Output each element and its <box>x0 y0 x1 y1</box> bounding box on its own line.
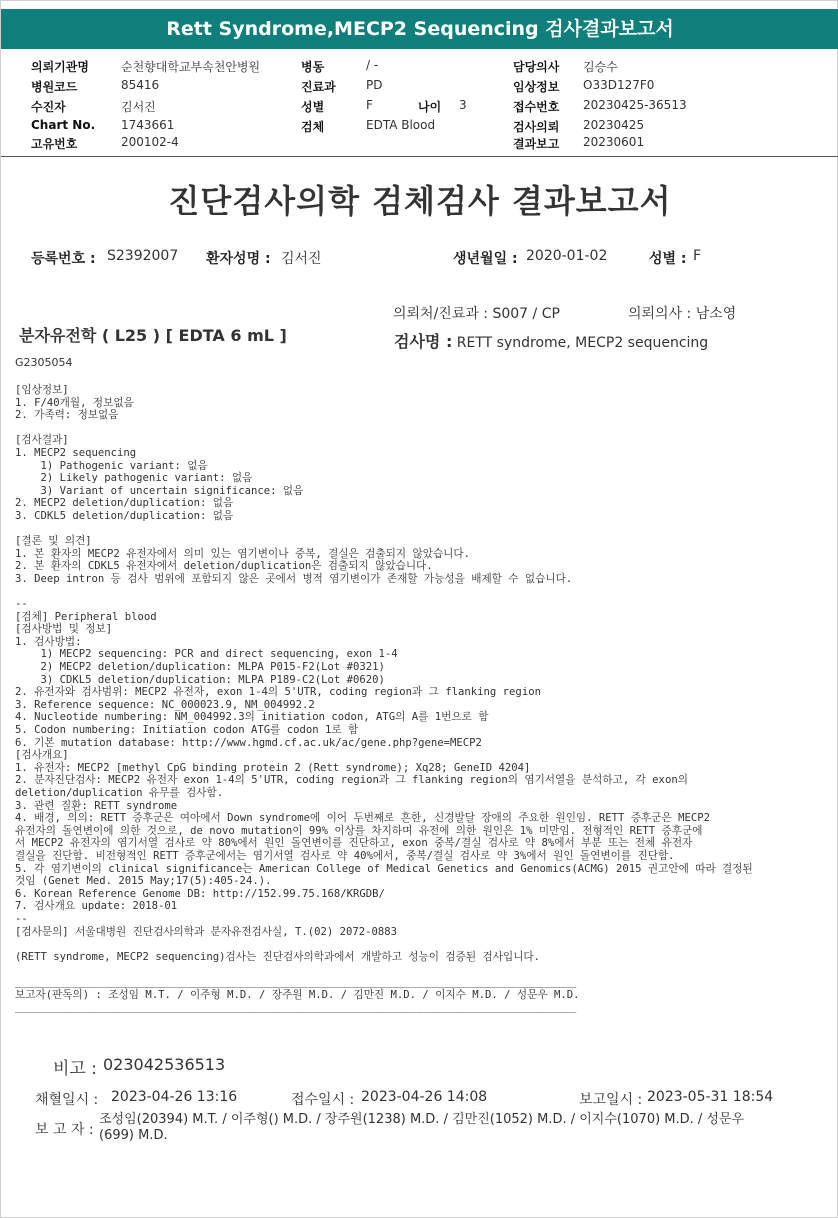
report-line: 3. Reference sequence: NC_000023.9, NM_004992.2 <box>15 698 315 711</box>
chart-value: 1743661 <box>121 118 175 132</box>
clinical-label: 임상정보 <box>513 80 560 94</box>
report-banner: Rett Syndrome,MECP2 Sequencing 검사결과보고서 <box>1 9 838 49</box>
sex-value: F <box>366 98 373 112</box>
test-name: 검사명 : RETT syndrome, MECP2 sequencing <box>394 332 709 351</box>
report-line: 6. Korean Reference Genome DB: http://152.99.75.168/KRGDB/ <box>15 887 385 900</box>
report-line: [검체] Peripheral blood <box>15 610 157 623</box>
report-line: 3) CDKL5 deletion/duplication: MLPA P189-C2(Lot #0620) <box>15 673 385 686</box>
report-line <box>15 938 753 951</box>
report-line: 4. Nucleotide numbering: NM_004992.3의 initiation codon, ATG의 A를 1번으로 함 <box>15 711 489 724</box>
unique-label: 고유번호 <box>31 137 78 151</box>
report-line: 2. MECP2 deletion/duplication: 없음 <box>15 497 234 510</box>
request-label: 검사의뢰 <box>513 120 560 134</box>
report-line <box>15 963 753 976</box>
patient-name-label: 환자성명 : <box>206 251 271 267</box>
referral-doctor: 의뢰의사 : 남소영 <box>628 306 737 322</box>
institution-label: 의뢰기관명 <box>31 60 89 74</box>
report-line: 1. 본 환자의 MECP2 유전자에서 의미 있는 염기변이나 중복, 결실은 검출되지 않았습니다. <box>15 547 471 560</box>
report-line: 3. CDKL5 deletion/duplication: 없음 <box>15 509 234 522</box>
patient-sex-value: F <box>693 248 702 264</box>
doctor-value: 김승수 <box>583 60 618 74</box>
reporter-line-1: 조성임(20394) M.T. / 이주형() M.D. / 장주원(1238) M.D. / 김만진(1052) M.D. / 이지수(1070) M.D. / 성문우 <box>99 1112 745 1127</box>
report-line: 1. 검사방법: <box>15 635 82 648</box>
hospital-code-label: 병원코드 <box>31 80 78 94</box>
report-line: 7. 검사개요 update: 2018-01 <box>15 900 178 913</box>
report-line: 2. 가족력: 정보없음 <box>15 409 119 422</box>
report-line: 1) Pathogenic variant: 없음 <box>15 459 208 472</box>
receipt-label: 접수번호 <box>513 100 560 114</box>
report-line: 5. 각 염기변이의 clinical significance는 American College of Medical Genetics and Genomics(ACMG) 2015 권고안에 따라 결정된 <box>15 862 753 875</box>
ward-label: 병동 <box>301 60 325 74</box>
registration-label: 등록번호 : <box>31 251 96 267</box>
clinical-value: O33D127F0 <box>583 78 655 92</box>
referral-dept: 의뢰처/진료과 : S007 / CP <box>393 306 560 322</box>
collect-label: 채혈일시 : <box>35 1092 99 1108</box>
age-value: 3 <box>459 98 467 112</box>
dob-label: 생년월일 : <box>453 251 518 267</box>
report-line: 1) MECP2 sequencing: PCR and direct sequencing, exon 1-4 <box>15 648 398 661</box>
unique-value: 200102-4 <box>121 135 179 149</box>
hospital-code-value: 85416 <box>121 78 160 92</box>
report-line: 3. 관련 질환: RETT syndrome <box>15 799 178 812</box>
institution-value: 순천향대학교부속천안병원 <box>121 60 261 74</box>
report-line: [검사방법 및 정보] <box>15 623 113 636</box>
report-line: 3) Variant of uncertain significance: 없음 <box>15 484 304 497</box>
report-line: 것임 (Genet Med. 2015 May;17(5):405-24.). <box>15 875 272 888</box>
patient-name-value: 김서진 <box>281 251 322 267</box>
report-time-value: 2023-05-31 18:54 <box>647 1089 774 1105</box>
report-line: ________________________________________________________________________________________ <box>15 975 577 988</box>
ward-value: / - <box>366 58 379 72</box>
report-line: 서 MECP2 유전자의 염기서열 검사로 약 80%에서 원인 돌연변이를 진단하고, exon 중복/결실 검사로 약 8%에서 부분 또는 전체 유전자 <box>15 837 693 850</box>
report-line: 3. Deep intron 등 검사 범위에 포함되지 않은 곳에서 병적 염기변이가 존재할 가능성을 배제할 수 없습니다. <box>15 572 573 585</box>
age-label: 나이 <box>418 100 442 114</box>
report-line: [검사문의] 서울대병원 진단검사의학과 분자유전검사실, T.(02) 2072-0883 <box>15 925 398 938</box>
report-line: 1. F/40개월, 정보없음 <box>15 396 134 409</box>
reporter-label: 보 고 자 : <box>35 1122 94 1138</box>
chart-label: Chart No. <box>31 118 96 132</box>
report-line: (RETT syndrome, MECP2 sequencing)검사는 진단검사의학과에서 개발하고 성능이 검증된 검사입니다. <box>15 950 541 963</box>
document-title: 진단검사의학 검체검사 결과보고서 <box>168 182 672 220</box>
report-line: 4. 배경, 의의: RETT 증후군은 여아에서 Down syndrome에 이어 두번째로 흔한, 신경발달 장애의 주요한 원인임. RETT 증후군은 MECP2 <box>15 812 711 825</box>
report-line: ________________________________________________________________________________________ <box>15 1001 577 1014</box>
report-line: deletion/duplication 유무를 검사함. <box>15 787 224 799</box>
doctor-label: 담당의사 <box>513 60 560 74</box>
report-date-value: 20230601 <box>583 135 645 149</box>
dob-value: 2020-01-02 <box>526 248 608 264</box>
test-name-value: RETT syndrome, MECP2 sequencing <box>456 335 709 351</box>
section-title: 분자유전학 ( L25 ) [ EDTA 6 mL ] <box>19 326 287 345</box>
patient-sex-label: 성별 : <box>649 251 687 267</box>
receive-value: 2023-04-26 14:08 <box>361 1089 488 1105</box>
report-line: [검사결과] <box>15 434 69 447</box>
report-line: 결실을 진단함. 비전형적인 RETT 증후군에서는 염기서열 검사로 약 40%에서, 중복/결실 검사로 약 3%에서 원인 돌연변이를 진단함. <box>15 849 675 862</box>
report-line <box>15 422 753 435</box>
collect-value: 2023-04-26 13:16 <box>111 1089 238 1105</box>
report-line: 보고자(판독의) : 조성임 M.T. / 이주형 M.D. / 장주원 M.D. / 김만진 M.D. / 이지수 M.D. / 성문우 M.D. <box>15 988 580 1001</box>
recipient-value: 김서진 <box>121 100 156 114</box>
report-time-label: 보고일시 : <box>579 1092 643 1108</box>
dept-value: PD <box>366 78 383 92</box>
remark-label: 비고 : <box>53 1059 97 1079</box>
report-line: 6. 기본 mutation database: http://www.hgmd.cf.ac.uk/ac/gene.php?gene=MECP2 <box>15 736 482 749</box>
header-divider <box>1 156 838 157</box>
request-value: 20230425 <box>583 118 645 132</box>
report-line: -- <box>15 912 28 925</box>
report-line: 2) MECP2 deletion/duplication: MLPA P015-F2(Lot #0321) <box>15 661 385 674</box>
report-line: 1. 유전자: MECP2 [methyl CpG binding protein 2 (Rett syndrome); Xq28; GeneID 4204] <box>15 761 531 774</box>
report-line: [임상정보] <box>15 384 69 396</box>
remark-value: 023042536513 <box>103 1055 226 1074</box>
report-line: 유전자의 돌연변이에 의한 것으로, de novo mutation이 99% 이상를 차지하며 유전에 의한 원인은 1% 미만임. 전형적인 RETT 증후군에 <box>15 824 703 837</box>
specimen-value: EDTA Blood <box>366 118 436 132</box>
registration-value: S2392007 <box>107 248 179 264</box>
reporter-line-2: (699) M.D. <box>99 1128 168 1143</box>
specimen-label: 검체 <box>301 120 325 134</box>
report-line: -- <box>15 598 28 611</box>
sex-label: 성별 <box>301 100 325 114</box>
report-line: 1. MECP2 sequencing <box>15 446 137 459</box>
report-line: 2. 본 환자의 CDKL5 유전자에서 deletion/duplication은 검출되지 않았습니다. <box>15 560 433 573</box>
specimen-id: G2305054 <box>15 356 73 369</box>
recipient-label: 수진자 <box>31 100 66 114</box>
report-line <box>15 586 753 599</box>
report-line: 2. 분자진단검사: MECP2 유전자 exon 1-4의 5'UTR, coding region과 그 flanking region의 염기서열을 분석하고, 각 exon의 <box>15 774 688 787</box>
report-line: [검사개요] <box>15 749 69 762</box>
report-line: 2. 유전자와 검사범위: MECP2 유전자, exon 1-4의 5'UTR, coding region과 그 flanking region <box>15 686 541 699</box>
dept-label: 진료과 <box>301 80 336 94</box>
receive-label: 접수일시 : <box>291 1092 355 1108</box>
report-line: 5. Codon numbering: Initiation codon ATG를 codon 1로 함 <box>15 724 359 737</box>
report-date-label: 결과보고 <box>513 137 560 151</box>
report-line: [결론 및 의견] <box>15 535 92 548</box>
report-body <box>15 384 753 1014</box>
report-line: 2) Likely pathogenic variant: 없음 <box>15 472 253 485</box>
report-line <box>15 523 753 536</box>
receipt-value: 20230425-36513 <box>583 98 687 112</box>
